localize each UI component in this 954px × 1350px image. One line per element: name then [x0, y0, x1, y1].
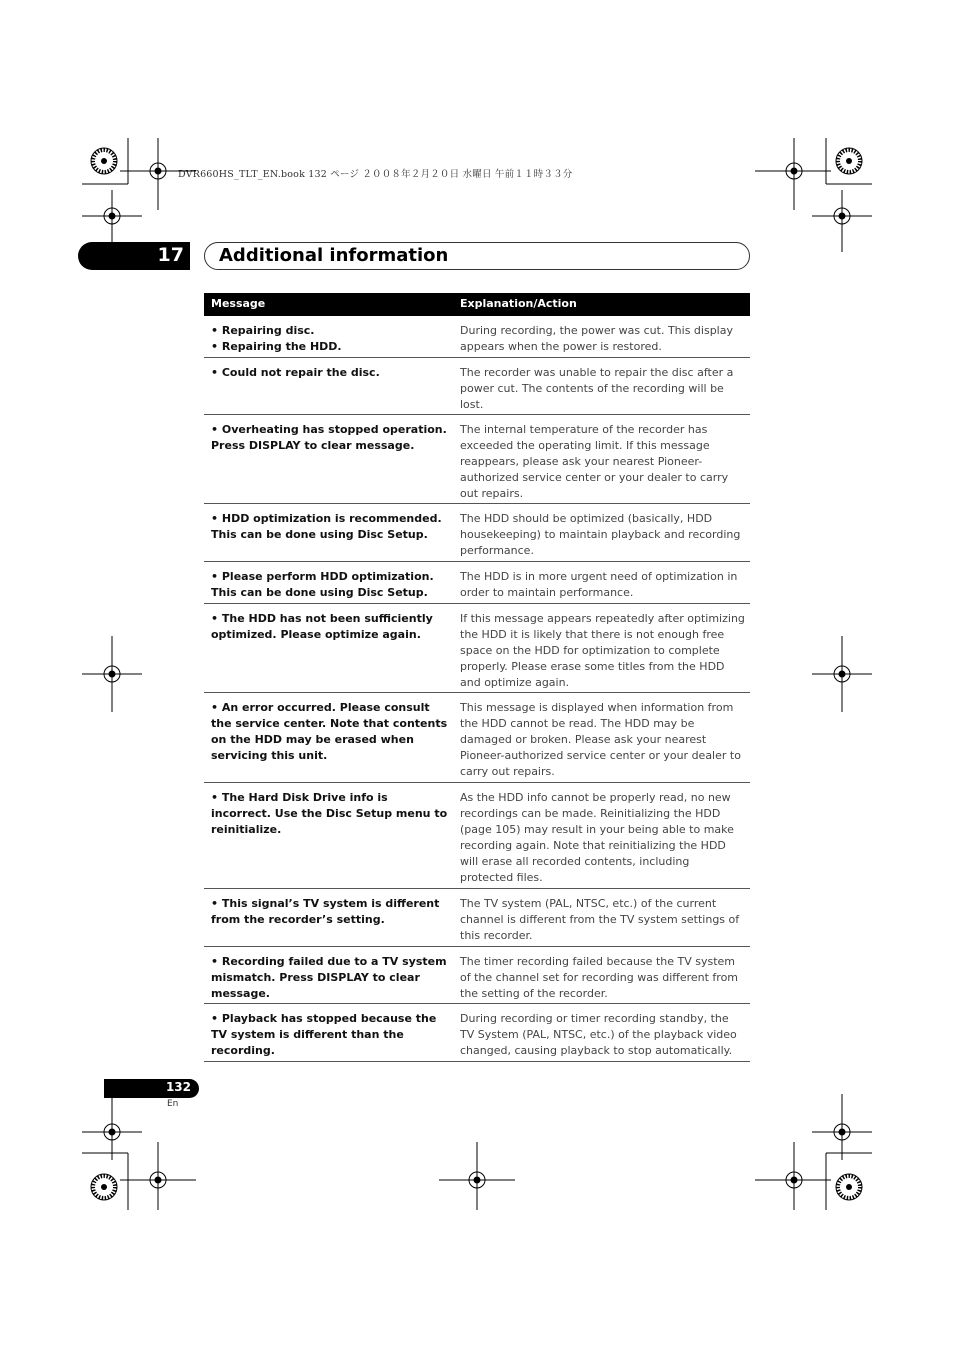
message-cell: • An error occurred. Please consult the service center. Note that contents on the HDD may be erased when servicing this unit. — [211, 701, 448, 762]
starburst-target-icon — [836, 1174, 862, 1200]
crosshair-icon — [812, 636, 872, 712]
explanation-cell: During recording or timer recording standby, the TV System (PAL, NTSC, etc.) of the playback video changed, causing playback to stop automatically. — [460, 1012, 737, 1057]
crosshair-icon — [755, 138, 831, 210]
explanation-cell: The HDD is in more urgent need of optimization in order to maintain performance. — [460, 570, 738, 599]
crosshair-icon — [812, 190, 872, 252]
page-language: En — [167, 1099, 179, 1109]
starburst-target-icon — [91, 148, 117, 174]
message-cell: • Could not repair the disc. — [211, 366, 380, 379]
crosshair-icon — [755, 1142, 831, 1210]
print-header: DVR660HS_TLT_EN.book 132 ページ ２００８年２月２０日 水曜日 午前１１時３３分 — [178, 169, 573, 180]
crosshair-icon — [120, 1142, 196, 1210]
header-explanation: Explanation/Action — [460, 297, 577, 310]
crosshair-icon — [82, 1094, 142, 1160]
chapter-number: 17 — [157, 244, 184, 266]
crosshair-icon — [82, 636, 142, 712]
explanation-cell: During recording, the power was cut. This display appears when the power is restored. — [460, 324, 733, 353]
explanation-cell: The TV system (PAL, NTSC, etc.) of the current channel is different from the TV system settings of this recorder. — [460, 897, 740, 942]
crosshair-icon — [82, 190, 142, 252]
crosshair-icon — [812, 1094, 872, 1160]
header-message: Message — [211, 297, 266, 310]
message-cell: • Overheating has stopped operation. Press DISPLAY to clear message. — [211, 423, 447, 452]
message-cell: • Recording failed due to a TV system mismatch. Press DISPLAY to clear message. — [211, 955, 447, 1000]
crosshair-icon — [120, 138, 196, 210]
explanation-cell: The HDD should be optimized (basically, HDD housekeeping) to maintain playback and recording performance. — [460, 512, 741, 557]
explanation-cell: If this message appears repeatedly after optimizing the HDD it is likely that there is not enough free space on the HDD for optimization to complete properly. Please erase some titles from the HDD and optimize again. — [460, 612, 745, 689]
section-title: Additional information — [219, 245, 449, 266]
message-cell: • This signal’s TV system is different from the recorder’s setting. — [211, 897, 440, 926]
message-cell: • Please perform HDD optimization. This can be done using Disc Setup. — [211, 570, 434, 599]
starburst-target-icon — [91, 1174, 117, 1200]
explanation-cell: The internal temperature of the recorder has exceeded the operating limit. If this message reappears, please ask your nearest Pioneer-authorized service center or your dealer to carry out repairs. — [460, 423, 729, 500]
explanation-cell: This message is displayed when information from the HDD cannot be read. The HDD may be damaged or broken. Please ask your nearest Pioneer-authorized service center or your dealer to carry out repairs. — [460, 701, 741, 778]
explanation-cell: As the HDD info cannot be properly read, no new recordings can be made. Reinitializing the HDD (page 105) may result in your being able to make recording again. Note that reinitializing the HDD will erase all recorded contents, including protected files. — [460, 791, 734, 884]
message-cell: • The Hard Disk Drive info is incorrect. Use the Disc Setup menu to reinitialize. — [211, 791, 448, 836]
message-cell: • Repairing disc. • Repairing the HDD. — [211, 324, 342, 353]
message-cell: • The HDD has not been sufficiently optimized. Please optimize again. — [211, 612, 433, 641]
message-cell: • Playback has stopped because the TV system is different than the recording. — [211, 1012, 437, 1057]
explanation-cell: The recorder was unable to repair the disc after a power cut. The contents of the recording will be lost. — [460, 366, 734, 411]
crosshair-icon — [439, 1142, 515, 1210]
starburst-target-icon — [836, 148, 862, 174]
message-cell: • HDD optimization is recommended. This can be done using Disc Setup. — [211, 512, 442, 541]
explanation-cell: The timer recording failed because the TV system of the channel set for recording was different from the setting of the recorder. — [460, 955, 739, 1000]
page-number: 132 — [165, 1080, 191, 1094]
